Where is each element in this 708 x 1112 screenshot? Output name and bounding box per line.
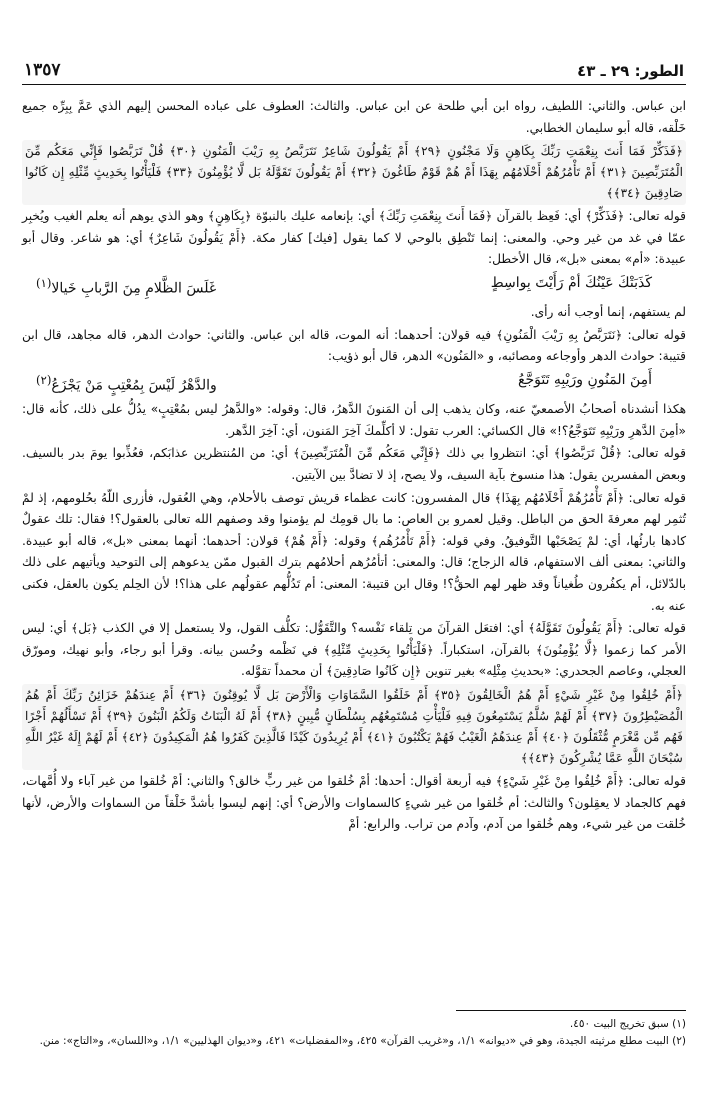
footnote: (٢) البيت مطلع مرثيته الجيدة، وهو في «ديوانه» ١/١، و«غريب القرآن» ٤٢٥، و«المفضليات» ٤٢١، و«ديوان الهذليين» ١/١، و«اللسان»، و«التاج»: منن. bbox=[39, 1035, 686, 1047]
verse-hemistich-second: والدَّهْرُ لَيْسَ بِمُعْتِبٍ مَنْ يَجْزَعُ bbox=[51, 377, 217, 394]
paragraph: قوله تعالى: ﴿قُلْ تَرَبَّصُوا﴾ أي: انتظروا بي ذلك ﴿فَإِنِّي مَعَكُم مِّنَ الْمُتَرَبِّصِينَ﴾ أي: من المُنتظرين عذابَكم، فعُذِّبوا يومَ بدر بالسيف. وبعض المفسرين يقول: هذا منسوخ بآية السيف، ولا يصح، إذ لا تضادَّ بين الآيتين. bbox=[22, 446, 686, 483]
paragraph: قوله تعالى: ﴿أَمْ خُلِقُوا مِنْ غَيْرِ شَيْءٍ﴾ فيه أربعة أقوال: أحدها: أمْ خُلقوا من غير ربٍّ خالق؟ والثاني: أمْ خُلقوا من غير آباء ولا أُمَّهات، فهم كالجماد لا يعقِلون؟ والثالث: أم خُلقوا من غير شيءٍ كالسماوات والأرض؟ أي: إنهم ليسوا بأشدَّ خَلْقاً من السماوات والأرض، لأنها خُلقت من غير شيء، وهم خُلقوا من آدم، وآدم من تراب. والرابع: أمْ bbox=[22, 773, 686, 832]
footnote-divider bbox=[456, 1010, 686, 1011]
verse-hemistich-second: غَلَسَ الظَّلامِ مِنَ الرَّبابِ خَيالا bbox=[51, 280, 217, 297]
paragraph: قوله تعالى: ﴿أَمْ يَقُولُونَ تَقَوَّلَهُ﴾ أي: افتعَل القرآنَ من تِلقاء نَفْسه؟ والتَّقَوُّل: تكلُّف القول، ولا يستعمل إلا في الكذب ﴿بَل﴾ أي: ليس الأمر كما زعموا ﴿لَّا يُؤْمِنُونَ﴾ بالقرآن، استكباراً. ﴿فَلْيَأْتُوا بِحَدِيثٍ مِّثْلِهِ﴾ في نَظْمه وحُسن بيانه. وقرأ أبو رجاء، وأبو نهيك، ومورّق العجلي، وعاصم الجحدري: «بحديثِ مِثْلِه» بغير تنوين ﴿إِن كَانُوا صَادِقِينَ﴾ أن محمداً تقوَّله. bbox=[22, 621, 686, 679]
page-body bbox=[22, 96, 686, 837]
footnote-marker: (١) bbox=[36, 275, 52, 290]
running-title: الطور: ٢٩ ـ ٤٣ bbox=[577, 62, 684, 80]
page-number: ١٣٥٧ bbox=[24, 60, 61, 80]
paragraph: قوله تعالى: ﴿أَمْ تَأْمُرُهُمْ أَحْلَامُهُم بِهَذَا﴾ قال المفسرون: كانت عظماء قريش توصف بالأحلام، وهي العُقول، فأزرى اللّهُ بحُلومهم، إذ لمْ تُثمِر لهم معرفةَ الحق من الباطل. وقيل لعمرو بن العاص: ما بال قومِك لم يؤمنوا وقد وصفهم الله تعالى بالعقول؟! فقال: تلك عقولٌ كادها بارئُها، أي: لمْ يَصْحَبْها التَّوفيقُ. وفي قوله: ﴿أَمْ تَأْمُرُهُم﴾ وقوله: ﴿أَمْ هُمْ﴾ قولان: أحدهما: أنهما بمعنى «بل»، قاله أبو عبيدة. والثاني: بمعنى ألف الاستفهام، قاله الزجاج؛ قال: والمعنى: أتأمُرُهم أحلامُهم بترك القبول ممّن يدعوهم إلى التوحيد ويأتيهم على ذلك بالدّلائل، أم يكفُرون طُغياناً وقد ظهر لهم الحقُّ؟! وقال ابن قتيبة: المعنى: أم تَدُلُّهم عقولُهم على هذا؟! لأن الحِلم يكون بالعقل، فكنى عنه به. bbox=[22, 490, 686, 613]
poetry-verse-akhtal bbox=[22, 273, 686, 300]
paragraph: قوله تعالى: ﴿نَتَرَبَّصُ بِهِ رَيْبَ الْمَنُونِ﴾ فيه قولان: أحدهما: أنه الموت، قاله ابن عباس. والثاني: حوادث الدهر، قاله مجاهد، قال ابن قتيبة: حوادث الدهر وأوجاعه ومصائبه، و «المَنُون» الدهر، قال أبو ذؤيب: bbox=[22, 327, 686, 364]
page-header bbox=[22, 58, 686, 85]
footnote: (١) سبق تخريج البيت ٤٥٠. bbox=[569, 1018, 686, 1030]
paragraph: لم يستفهم، إنما أوجب أنه رأى. bbox=[530, 305, 686, 320]
verse-hemistich-first: أَمِنَ المَنُونِ ورَيْبِهِ تَتَوَجَّعُ bbox=[518, 372, 652, 388]
footnote-marker: (٢) bbox=[36, 373, 52, 387]
paragraph: قوله تعالى: ﴿فَذَكِّرْ﴾ أي: فَعِظ بالقرآن ﴿فَمَا أَنتَ بِنِعْمَتِ رَبِّكَ﴾ أي: بإنعامه عليك بالنبوّة ﴿بِكَاهِنٍ﴾ وهو الذي يوهم أنه يعلم الغيب ويُخبِر عمّا في غد من غير وحي. والمعنى: إنما تَنْطِق بالوحي لا كما يقول [فيك] كفار مكة. ﴿أَمْ يَقُولُونَ شَاعِرٌ﴾ أي: هو شاعر. وقال أبو عبيدة: «أم» بمعنى «بل»، قال الأخطل: bbox=[22, 209, 686, 267]
verse-hemistich-first: كَذَبَتْكَ عَيْنُكَ أمْ رَأَيْتَ بِواسِطٍ bbox=[490, 274, 652, 291]
quran-verses-block: ﴿فَذَكِّرْ فَمَا أَنتَ بِنِعْمَتِ رَبِّكَ بِكَاهِنٍ وَلَا مَجْنُونٍ ﴿٢٩﴾ أَمْ يَقُولُونَ شَاعِرٌ نَتَرَبَّصُ بِهِ رَيْبَ الْمَنُونِ ﴿٣٠﴾ قُلْ تَرَبَّصُوا فَإِنِّي مَعَكُم مِّنَ الْمُتَرَبِّصِينَ ﴿٣١﴾ أَمْ تَأْمُرُهُمْ أَحْلَامُهُم بِهَذَا أَمْ هُمْ قَوْمٌ طَاغُونَ ﴿٣٢﴾ أَمْ يَقُولُونَ تَقَوَّلَهُ بَل لَّا يُؤْمِنُونَ ﴿٣٣﴾ فَلْيَأْتُوا بِحَدِيثٍ مِّثْلِهِ إِن كَانُوا صَادِقِينَ ﴿٣٤﴾﴾ bbox=[22, 140, 686, 205]
footnotes bbox=[22, 1016, 686, 1050]
poetry-verse-abu-dhuayb bbox=[22, 370, 686, 397]
paragraph: ابن عباس. والثاني: اللطيف، رواه ابن أبي طلحة عن ابن عباس. والثالث: العطوف على عباده المحسن إليهم الذي عَمَّ بِبِرِّه جميع خَلْقه، قاله أبو سليمان الخطابي. bbox=[22, 99, 686, 135]
quran-verses-block: ﴿أَمْ خُلِقُوا مِنْ غَيْرِ شَيْءٍ أَمْ هُمُ الْخَالِقُونَ ﴿٣٥﴾ أَمْ خَلَقُوا السَّمَاوَاتِ وَالْأَرْضَ بَل لَّا يُوقِنُونَ ﴿٣٦﴾ أَمْ عِندَهُمْ خَزَائِنُ رَبِّكَ أَمْ هُمُ الْمُصَيْطِرُونَ ﴿٣٧﴾ أَمْ لَهُمْ سُلَّمٌ يَسْتَمِعُونَ فِيهِ فَلْيَأْتِ مُسْتَمِعُهُم بِسُلْطَانٍ مُّبِينٍ ﴿٣٨﴾ أَمْ لَهُ الْبَنَاتُ وَلَكُمُ الْبَنُونَ ﴿٣٩﴾ أَمْ تَسْأَلُهُمْ أَجْرًا فَهُم مِّن مَّغْرَمٍ مُّثْقَلُونَ ﴿٤٠﴾ أَمْ عِندَهُمُ الْغَيْبُ فَهُمْ يَكْتُبُونَ ﴿٤١﴾ أَمْ يُرِيدُونَ كَيْدًا فَالَّذِينَ كَفَرُوا هُمُ الْمَكِيدُونَ ﴿٤٢﴾ أَمْ لَهُمْ إِلَهٌ غَيْرُ اللَّهِ سُبْحَانَ اللَّهِ عَمَّا يُشْرِكُونَ ﴿٤٣﴾﴾ bbox=[22, 684, 686, 770]
paragraph: هكذا أنشدناه أصحابُ الأصمعيّ عنه، وكان يذهب إلى أن المَنونَ الدَّهرُ، قال: وقوله: «والدَّهرُ ليس بمُعْتِبٍ» يدُلُّ على ذلك، كأنه قال: «أمِنَ الدَّهرِ ورَيْبِهِ تَتَوَجَّعُ؟!» قال الكسائي: العرب تقول: لا أكلِّمكَ آخِرَ المَنون، أي: آخِرَ الدَّهر. bbox=[22, 402, 686, 438]
